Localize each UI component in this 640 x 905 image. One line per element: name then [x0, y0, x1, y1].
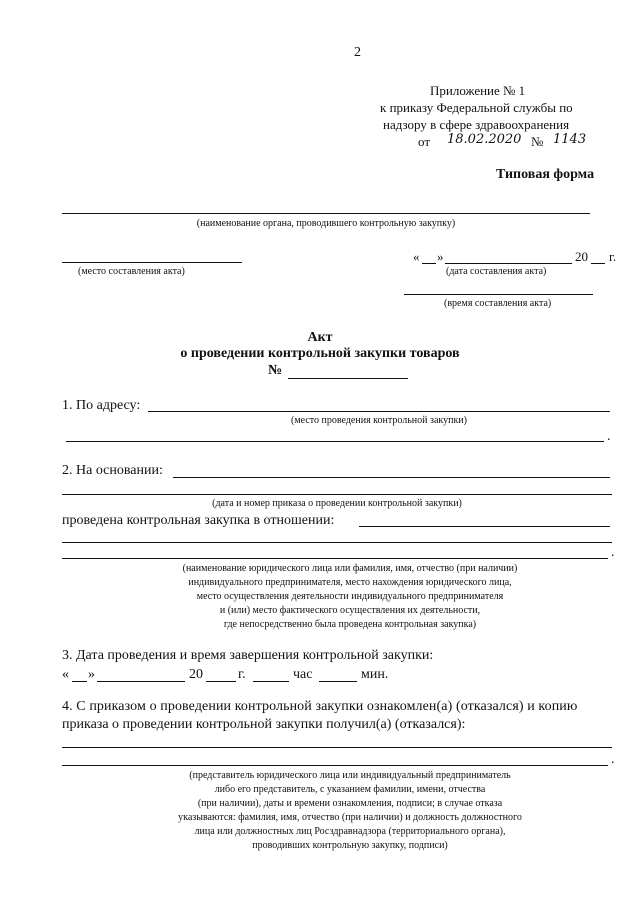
- s3-year-suffix: г.: [238, 667, 246, 682]
- date-year-suffix: г.: [609, 249, 617, 264]
- place-caption: (место составления акта): [78, 266, 185, 277]
- regarding-field-line-1[interactable]: [359, 526, 610, 527]
- acquaint-caption: [80, 769, 620, 853]
- acquaint-field-line-1[interactable]: [62, 747, 612, 748]
- address-period: .: [607, 429, 611, 444]
- regarding-caption-line: (наименование юридического лица или фамилия, имя, отчество (при наличии): [182, 563, 518, 574]
- regarding-field-line-3[interactable]: [62, 558, 608, 559]
- act-number-field[interactable]: [288, 378, 408, 379]
- address-field-line-2[interactable]: [66, 441, 604, 442]
- date-quote-open: «: [413, 249, 420, 264]
- section3-label: 3. Дата проведения и время завершения контрольной закупки:: [62, 648, 434, 663]
- s3-month-field[interactable]: [97, 681, 185, 682]
- appendix-line-3: надзору в сфере здравоохранения: [383, 117, 570, 132]
- regarding-caption-line: где непосредственно была проведена контрольная закупка): [223, 619, 477, 630]
- appendix-line-2: к приказу Федеральной службы по: [380, 100, 573, 115]
- acquaint-period: .: [611, 752, 615, 767]
- act-title: Акт: [307, 330, 333, 345]
- s3-quote-close: »: [88, 667, 95, 682]
- section4-text-line-1: 4. С приказом о проведении контрольной закупки ознакомлен(а) (отказался) и копию: [62, 699, 578, 714]
- section1-label: 1. По адресу:: [62, 398, 141, 413]
- s3-hour-label: час: [293, 667, 313, 682]
- date-caption: (дата составления акта): [446, 266, 547, 277]
- handwritten-number: 1143: [553, 132, 587, 147]
- date-year-prefix: 20: [575, 249, 588, 264]
- place-field-line[interactable]: [62, 262, 242, 263]
- date-year-field[interactable]: [591, 263, 605, 264]
- organ-field-line[interactable]: [62, 213, 590, 214]
- acquaint-caption-line: лица или должностных лиц Росздравнадзора (территориального органа),: [194, 826, 506, 837]
- date-quote-close: »: [437, 249, 444, 264]
- acquaint-caption-line: (представитель юридического лица или индивидуальный предприниматель: [189, 770, 511, 781]
- section4-text-line-2: приказа о проведении контрольной закупки получил(а) (отказался):: [62, 717, 466, 732]
- acquaint-caption-line: либо его представитель, с указанием фамилии, имени, отчества: [214, 784, 486, 795]
- regarding-label: проведена контрольная закупка в отношении:: [62, 513, 335, 528]
- address-caption: (место проведения контрольной закупки): [291, 415, 467, 426]
- s3-day-field[interactable]: [72, 681, 87, 682]
- s3-minute-field[interactable]: [319, 681, 357, 682]
- act-subtitle: о проведении контрольной закупки товаров: [180, 346, 460, 361]
- s3-quote-open: «: [62, 667, 69, 682]
- regarding-caption-line: и (или) место фактического осуществления их деятельности,: [219, 605, 481, 616]
- address-field-line-1[interactable]: [148, 411, 610, 412]
- regarding-caption-line: индивидуального предпринимателя, место нахождения юридического лица,: [188, 577, 512, 588]
- acquaint-field-line-2[interactable]: [62, 765, 608, 766]
- s3-minute-label: мин.: [361, 667, 389, 682]
- acquaint-caption-line: указываются: фамилия, имя, отчество (при наличии) и должность должностного: [178, 812, 522, 823]
- s3-year-field[interactable]: [206, 681, 236, 682]
- section2-label: 2. На основании:: [62, 463, 163, 478]
- handwritten-date: 18.02.2020: [447, 132, 522, 147]
- basis-field-line-2[interactable]: [62, 494, 612, 495]
- page-number: 2: [354, 45, 361, 60]
- acquaint-caption-line: проводивших контрольную закупку, подписи): [252, 840, 448, 851]
- time-caption: (время составления акта): [444, 298, 552, 309]
- regarding-caption: [80, 562, 620, 632]
- act-number-sign: №: [268, 363, 283, 378]
- organ-caption: (наименование органа, проводившего контрольную закупку): [196, 218, 456, 229]
- date-day-field[interactable]: [422, 263, 436, 264]
- form-type: Типовая форма: [496, 167, 595, 182]
- regarding-field-line-2[interactable]: [62, 542, 612, 543]
- basis-field-line-1[interactable]: [173, 477, 610, 478]
- regarding-period: .: [611, 545, 615, 560]
- regarding-caption-line: место осуществления деятельности индивидуального предпринимателя: [196, 591, 504, 602]
- appendix-number-sign: №: [531, 134, 544, 149]
- acquaint-caption-line: (при наличии), даты и времени ознакомления, подписи; в случае отказа: [197, 798, 503, 809]
- s3-year: 20: [189, 667, 203, 682]
- appendix-title: Приложение № 1: [430, 83, 526, 98]
- appendix-line-4-prefix: от: [418, 134, 431, 149]
- basis-caption: (дата и номер приказа о проведении контрольной закупки): [212, 498, 462, 509]
- date-month-field[interactable]: [445, 263, 572, 264]
- time-field-line[interactable]: [404, 294, 593, 295]
- s3-hour-field[interactable]: [253, 681, 289, 682]
